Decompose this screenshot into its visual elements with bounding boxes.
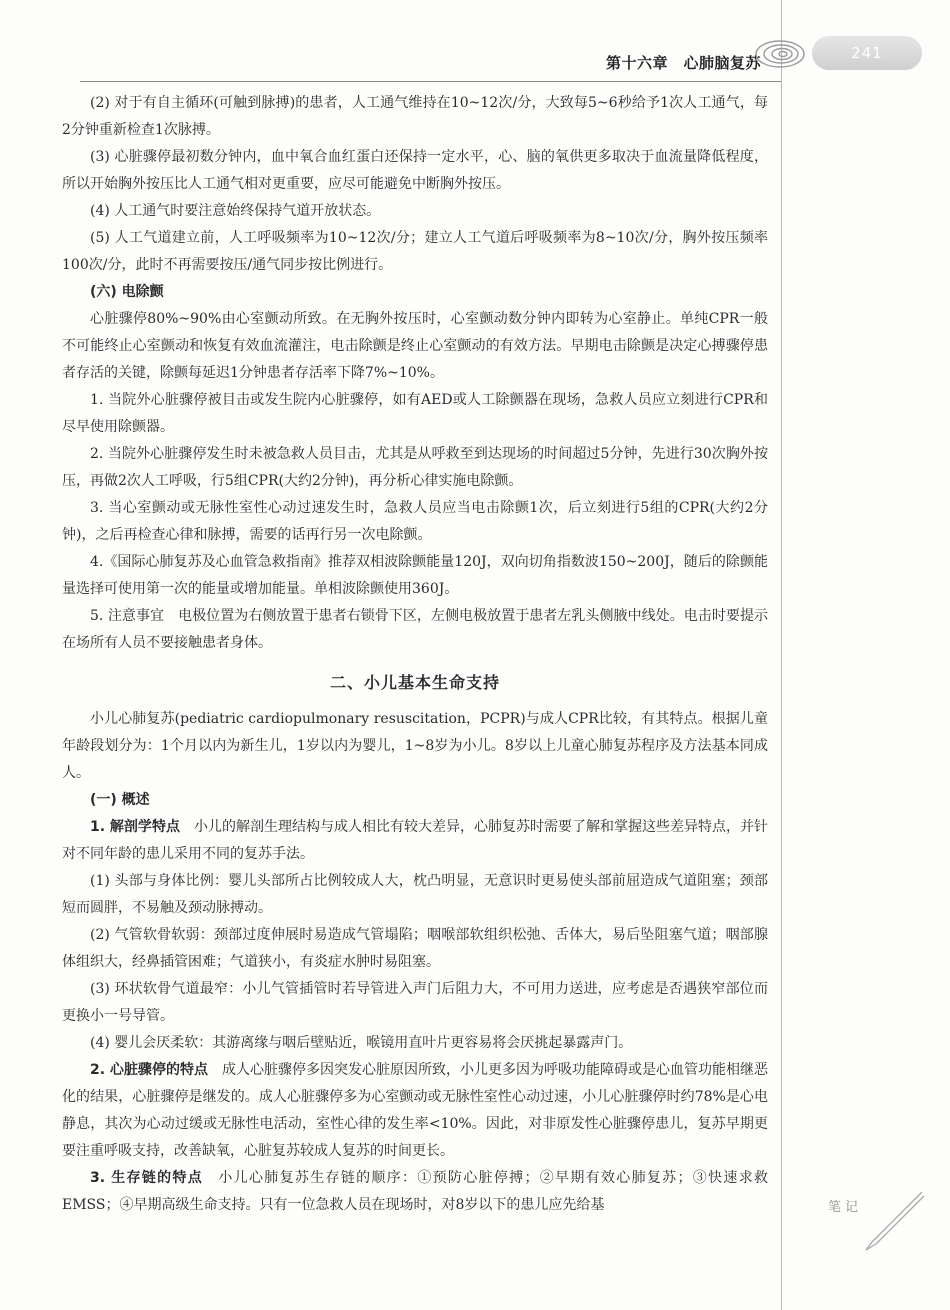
paragraph-lead: 2. 心脏骤停的特点 [90,1062,208,1078]
header-rule [80,81,781,82]
paragraph: (2) 对于有自主循环(可触到脉搏)的患者，人工通气维持在10~12次/分，大致每5~6秒给予1次人工通气，每2分钟重新检查1次脉搏。 [62,95,768,138]
paragraph [62,1057,768,1165]
paragraph: 3. 当心室颤动或无脉性室性心动过速发生时，急救人员应当电击除颤1次，后立刻进行5组的CPR(大约2分钟)，之后再检查心律和脉搏，需要的话再行另一次电除颤。 [62,500,768,543]
paragraph: (4) 人工通气时要注意始终保持气道开放状态。 [90,203,381,219]
paragraph: 心脏骤停80%~90%由心室颤动所致。在无胸外按压时，心室颤动数分钟内即转为心室静止。单纯CPR一般不可能终止心室颤动和恢复有效血流灌注，电击除颤是终止心室颤动的有效方法。早期电击除颤是决定心搏骤停患者存活的关键，除颤每延迟1分钟患者存活率下降7%~10%。 [62,311,768,381]
paragraph: 5. 注意事宜 电极位置为右侧放置于患者右锁骨下区，左侧电极放置于患者左乳头侧腋中线处。电击时要提示在场所有人员不要接触患者身体。 [62,608,768,651]
swirl-ornament-icon [750,34,806,74]
paragraph: (1) 头部与身体比例：婴儿头部所占比例较成人大，枕凸明显，无意识时更易使头部前屈造成气道阻塞；颈部短而圆胖，不易触及颈动脉搏动。 [62,873,768,916]
margin-divider [781,0,782,1310]
pen-icon [820,1186,930,1256]
paragraph-lead: 1. 解剖学特点 [90,819,180,835]
paragraph: 2. 当院外心脏骤停发生时未被急救人员目击，尤其是从呼救至到达现场的时间超过5分钟，先进行30次胸外按压，再做2次人工呼吸，行5组CPR(大约2分钟)，再分析心律实施电除颤。 [62,446,768,489]
paragraph-lead: 3. 生存链的特点 [90,1170,204,1186]
paragraph: (5) 人工气道建立前，人工呼吸频率为10~12次/分；建立人工气道后呼吸频率为8~10次/分，胸外按压频率100次/分，此时不再需要按压/通气同步按比例进行。 [62,230,768,273]
paragraph: (3) 环状软骨气道最窄：小儿气管插管时若导管进入声门后阻力大，不可用力送进，应考虑是否遇狭窄部位而更换小一号导管。 [62,981,768,1024]
paragraph: 1. 当院外心脏骤停被目击或发生院内心脏骤停，如有AED或人工除颤器在现场，急救人员应立刻进行CPR和尽早使用除颤器。 [62,392,768,435]
subsection-heading: (一) 概述 [90,792,150,808]
paragraph: (4) 婴儿会厌柔软：其游离缘与咽后壁贴近，喉镜用直叶片更容易将会厌挑起暴露声门。 [90,1035,633,1051]
paragraph: 小儿心肺复苏(pediatric cardiopulmonary resuscitation，PCPR)与成人CPR比较，有其特点。根据儿童年龄段划分为：1个月以内为新生儿，1岁以内为婴儿，1~8岁为小儿。8岁以上儿童心肺复苏程序及方法基本同成人。 [62,711,768,781]
part-defibrillation [62,90,768,657]
notes-area [820,1192,930,1252]
paragraph-text: 成人心脏骤停多因突发心脏原因所致，小儿更多因为呼吸功能障碍或是心血管功能相继恶化的结果，心脏骤停是继发的。成人心脏骤停多为心室颤动或无脉性室性心动过速，小儿心脏骤停时约78%是心电静息，其次为心动过缓或无脉性电活动，室性心律的发生率<10%。因此，对非原发性心脏骤停患儿，复苏早期更要注重呼吸支持，改善缺氧，心脏复苏较成人复苏的时间更长。 [62,1062,769,1159]
paragraph: (3) 心脏骤停最初数分钟内，血中氧合血红蛋白还保持一定水平，心、脑的氧供更多取决于血流量降低程度，所以开始胸外按压比人工通气相对更重要，应尽可能避免中断胸外按压。 [62,149,768,192]
paragraph [62,1165,768,1219]
paragraph-text: 小儿心肺复苏生存链的顺序：①预防心脏停搏；②早期有效心肺复苏；③快速求救EMSS；④早期高级生命支持。只有一位急救人员在现场时，对8岁以下的患儿应先给基 [62,1170,768,1213]
page-header [0,38,781,88]
paragraph: (2) 气管软骨软弱：颈部过度伸展时易造成气管塌陷；咽喉部软组织松弛、舌体大，易后坠阻塞气道；咽部腺体组织大，经鼻插管困难；气道狭小，有炎症水肿时易阻塞。 [62,927,768,970]
part-pediatric [62,706,768,1219]
page-content [62,90,768,1219]
notes-label: 笔记 [828,1200,863,1215]
paragraph [62,814,768,868]
subsection-heading: (六) 电除颤 [90,284,164,300]
paragraph-text: 小儿的解剖生理结构与成人相比有较大差异，心肺复苏时需要了解和掌握这些差异特点，并针对不同年龄的患儿采用不同的复苏手法。 [62,819,769,862]
page-number-badge: 241 [812,36,922,70]
section-heading: 二、小儿基本生命支持 [329,673,500,692]
chapter-title: 第十六章 心肺脑复苏 [605,54,761,72]
paragraph: 4.《国际心肺复苏及心血管急救指南》推荐双相波除颤能量120J，双向切角指数波150~200J，随后的除颤能量选择可使用第一次的能量或增加能量。单相波除颤使用360J。 [62,554,768,597]
